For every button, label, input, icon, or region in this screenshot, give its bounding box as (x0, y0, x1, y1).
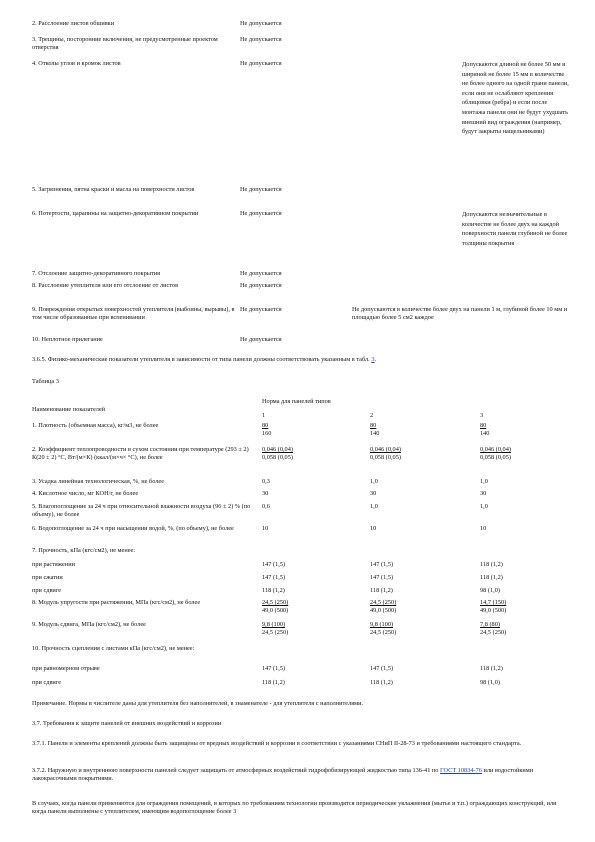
paragraph-3-6-5 (32, 356, 566, 364)
value-numerator: 24,5 (250) (370, 599, 397, 606)
value: 147 (1,5) (262, 574, 286, 581)
value-numerator: 80 (480, 422, 487, 429)
value-numerator: 80 (370, 422, 377, 429)
value: 98 (1,0) (480, 587, 500, 594)
value: 0,6 (262, 503, 270, 510)
defect-name: 6. Потертости, царапины на защитно-декоративном покрытии (32, 210, 199, 217)
value: 10 (370, 525, 377, 532)
value: 118 (1,2) (480, 561, 503, 568)
defect-rate: Не допускается (240, 60, 282, 67)
value-denominator: 49,0 (500) (262, 607, 289, 614)
defect-rate: Не допускается (240, 270, 282, 277)
table-note: Примечание. Нормы в числителе даны для утеплителя без наполнителей, в знаменателе - для утеплителя с наполнителями. (32, 700, 364, 707)
defect-extra-note: Допускаются незначительные в количестве не более двух на каждой поверхности панели глубиной не более толщины покрытия (462, 211, 568, 247)
value: 147 (1,5) (262, 665, 286, 672)
value: 118 (1,2) (370, 587, 393, 594)
type-header: 1 (262, 412, 266, 419)
value-numerator: 9,8 (100) (262, 621, 286, 628)
value-numerator: 0,046 (0,04) (370, 446, 401, 453)
defect-rate: Не допускается (240, 186, 282, 193)
value-denominator: 0,058 (0,05) (370, 454, 401, 461)
table-3-link[interactable]: 3 (371, 356, 375, 363)
defect-name: 2. Расслоение листов обшивки (32, 20, 115, 27)
defect-name: 4. Отколы углов и кромок листов (32, 60, 121, 67)
value: 118 (1,2) (262, 587, 285, 594)
value: 118 (1,2) (480, 665, 503, 672)
value: 30 (480, 490, 487, 497)
defect-rate: Не допускается (240, 210, 282, 217)
defect-name: 5. Загрязнения, пятна краски и масла на поверхности листов (32, 186, 195, 193)
gost-link[interactable]: ГОСТ 10834-76 (440, 767, 482, 774)
paragraph-text: 3.7.2. Наружную и внутреннюю поверхности панелей следует защищать от атмосферных воздействий гидрофобизирующей жидкостью типа 136-41 по (32, 767, 439, 774)
value: 1,0 (370, 503, 378, 510)
property-name: 8. Модуль упругости при растяжении, МПа (кгс/см2), не более (32, 599, 201, 606)
value-denominator: 24,5 (250) (370, 629, 397, 636)
value-numerator: 0,046 (0,04) (262, 446, 293, 453)
property-name: 3. Усадка линейная технологическая, %, не более (32, 478, 165, 485)
value: 147 (1,5) (370, 665, 394, 672)
defect-name: 9. Повреждения открытых поверхностей утеплителя (выбоины, вырывы), в том числе образованные при вспенивании (32, 306, 235, 321)
value: 1,0 (480, 503, 488, 510)
property-name: при сдвиге (32, 587, 62, 594)
type-header: 3 (480, 412, 484, 419)
defect-rate: Не допускается (240, 20, 282, 27)
property-name: 6. Водопоглощение за 24 ч при насыщении водой, %, (по объему), не более (32, 525, 234, 532)
value: 147 (1,5) (370, 561, 394, 568)
value: 147 (1,5) (262, 561, 286, 568)
value-denominator: 0,058 (0,05) (480, 454, 511, 461)
defect-name: 10. Неплотное прилегание (32, 336, 103, 343)
value-denominator: 140 (480, 430, 490, 437)
defect-name: 3. Трещины, посторонние включения, не предусмотренные проектом отверстия (32, 36, 218, 51)
value-denominator: 160 (262, 430, 272, 437)
section-heading-3-7: 3.7. Требования к защите панелей от внешних воздействий и коррозии (32, 720, 222, 727)
property-name: 2. Коэффициент теплопроводности в сухом состоянии при температуре (293 ± 2) К(20 ± 2) °С, Вт/(м×К) (ккал/(м×ч× °С), не более (32, 446, 249, 461)
property-name: при растяжении (32, 561, 75, 568)
value-numerator: 24,5 (250) (262, 599, 289, 606)
value: 0,3 (262, 478, 270, 485)
defect-rate: Не допускается (240, 36, 282, 43)
value: 118 (1,2) (262, 679, 285, 686)
table-header-name: Наименование показателей (32, 406, 106, 413)
property-name: при сдвиге (32, 679, 62, 686)
defect-name: 8. Расслоение утеплителя или его отслоение от листов (32, 282, 179, 289)
value-numerator: 0,046 (0,04) (480, 446, 511, 453)
value: 10 (480, 525, 487, 532)
defect-extra-note: Допускаются длиной не более 50 мм и шириной не более 15 мм в количестве не более одного на одной грани панели, если они не ослабляют крепления облицовки (ребра) и если после монтажа панели они не будут ухудшать внешний вид ограждения (например, будут закрыты нащельниками) (462, 61, 569, 136)
value-numerator: 80 (262, 422, 269, 429)
defect-rate: Не допускается (240, 282, 282, 289)
value-denominator: 49,0 (500) (370, 607, 397, 614)
type-header: 2 (370, 412, 374, 419)
property-name: 10. Прочность сцепления с листами кПа (кгс/см2), не менее: (32, 645, 195, 652)
paragraph-3-7-1: 3.7.1. Панели и элементы креплений должны быть защищены от вредных воздействий и коррозии в соответствии с указаниями СНиП II-28-73 и требованиями настоящего стандарта. (32, 740, 522, 747)
property-name: 5. Влагопоглощение за 24 ч при относительной влажности воздуха (96 ± 2) % (по объему), не более (32, 503, 251, 518)
value-denominator: 24,5 (250) (262, 629, 289, 636)
value: 10 (262, 525, 269, 532)
property-name: 4. Кислотное число, мг КОН/г, не более (32, 490, 139, 497)
paragraph-text: или водостойкими лакокрасочными покрытиями. (32, 767, 534, 782)
property-name: 1. Плотность (объемная масса), кг/м3, не более (32, 422, 159, 429)
paragraph-continuation: В случаях, когда панели применяются для ограждения помещений, в которых по требованиям технологии производятся периодические увлажнения (мытье и т.п.) ограждающих конструкций, или когда панели выполнены с утеплителем, имеющим водопоглощение более 3 (32, 800, 557, 815)
value-denominator: 140 (370, 430, 380, 437)
value: 98 (1,0) (480, 679, 500, 686)
defect-rate: Не допускается (240, 336, 282, 343)
value-denominator: 0,058 (0,05) (262, 454, 293, 461)
value: 30 (370, 490, 377, 497)
paragraph-3-7-2 (32, 767, 566, 783)
value-numerator: 7,8 (80) (480, 621, 500, 628)
table-caption: Таблица 3 (32, 378, 59, 385)
value: 1,0 (370, 478, 378, 485)
defect-rate: Не допускается (240, 306, 282, 313)
value: 30 (262, 490, 269, 497)
table-header-norm: Норма для панелей типов (262, 398, 331, 405)
property-name: 9. Модуль сдвига, МПа (кгс/см2), не более (32, 621, 146, 628)
value: 147 (1,5) (370, 574, 394, 581)
property-name: при сжатии (32, 574, 63, 581)
value-numerator: 14,7 (150) (480, 599, 507, 606)
value: 1,0 (480, 478, 488, 485)
paragraph-end: . (374, 356, 377, 363)
value: 118 (1,2) (370, 679, 393, 686)
property-name: при равномерном отрыве (32, 665, 100, 672)
value-denominator: 49,0 (500) (480, 607, 507, 614)
defect-note: Не допускаются в количестве более двух на панели 1 м, глубиной более 10 мм и площадью более 5 см2 каждое (352, 306, 568, 321)
defect-name: 7. Отслоение защитно-декоративного покрытия (32, 270, 161, 277)
value: 118 (1,2) (480, 574, 503, 581)
value-numerator: 9,8 (100) (370, 621, 394, 628)
property-name: 7. Прочность, кПа (кгс/см2), не менее: (32, 547, 136, 554)
paragraph-text: 3.6.5. Физико-механические показатели утеплителя в зависимости от типа панели должны соответствовать указанным в табл. (32, 356, 370, 363)
value-denominator: 24,5 (250) (480, 629, 507, 636)
